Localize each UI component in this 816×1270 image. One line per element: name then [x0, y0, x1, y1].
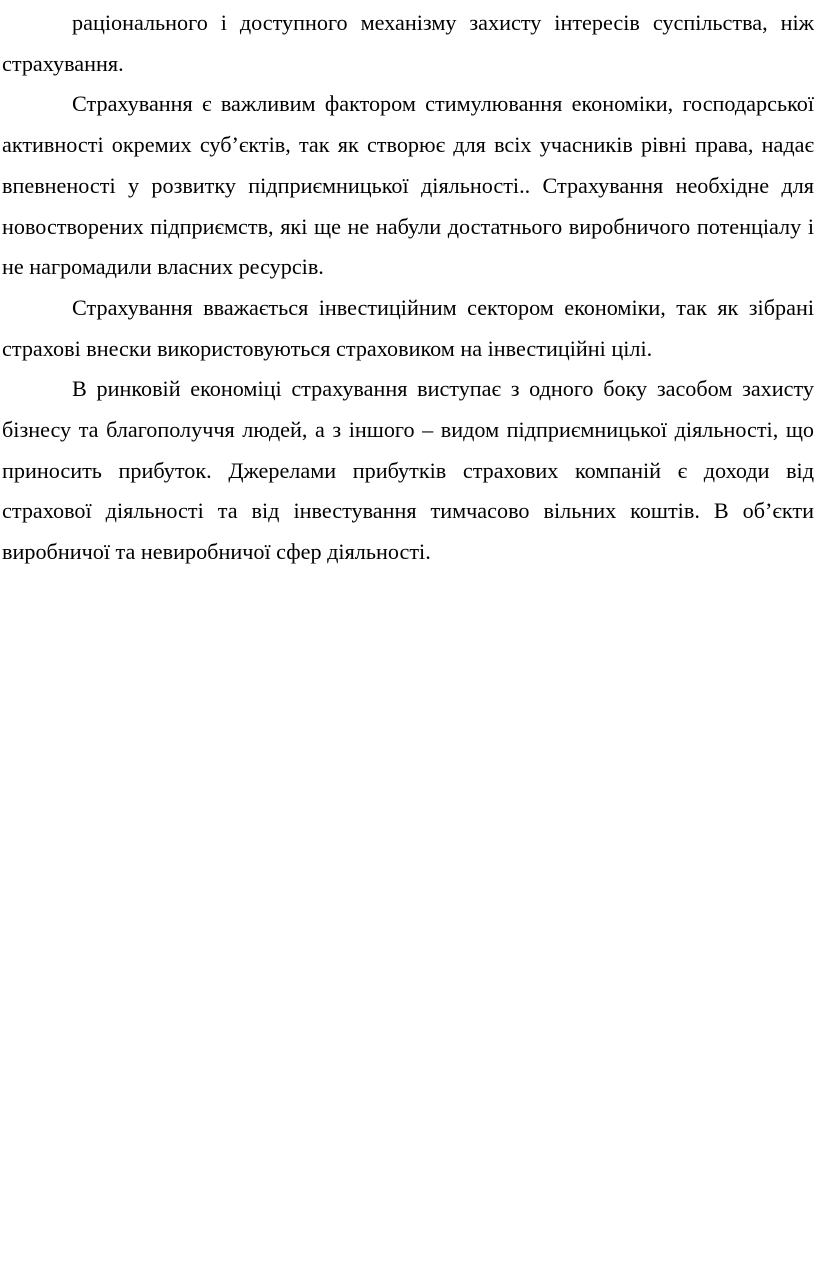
- paragraph: В ринковій економіці страхування виступає з одного боку засобом захисту бізнесу та благополуччя людей, а з іншого – видом підприємницької діяльності, що приносить прибуток. Джерелами прибутків страхових компаній є доходи від страхової діяльності та від інвестування тимчасово вільних коштів. В об’єкти виробничої та невиробничої сфер діяльності.: [2, 376, 814, 565]
- document-body: [2, 3, 814, 573]
- paragraph: раціонального і доступного механізму захисту інтересів суспільства, ніж страхування.: [2, 10, 814, 76]
- paragraph: Страхування вважається інвестиційним сектором економіки, так як зібрані страхові внески використовуються страховиком на інвестиційні цілі.: [2, 294, 814, 361]
- paragraph: Страхування є важливим фактором стимулювання економіки, господарської активності окремих суб’єктів, так як створює для всіх учасників рівні права, надає впевненості у розвитку підприємницької діяльності.. Страхування необхідне для новостворених підприємств, які ще не набули достатнього виробничого потенціалу і не нагромадили власних ресурсів.: [2, 91, 814, 280]
